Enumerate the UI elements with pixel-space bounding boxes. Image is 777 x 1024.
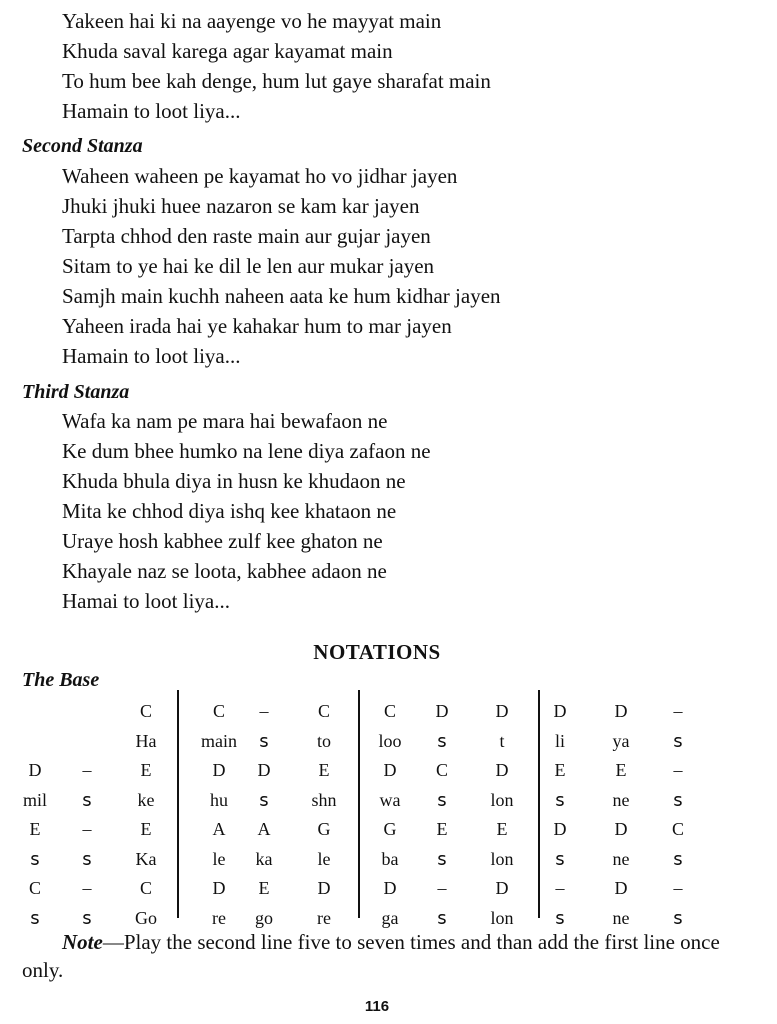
lyric-line: Waheen waheen pe kayamat ho vo jidhar jayen: [62, 164, 458, 188]
syllable-cell: main: [201, 730, 237, 751]
syllable-cell: mil: [22, 789, 48, 810]
lyric-line: Uraye hosh kabhee zulf kee ghaton ne: [62, 529, 383, 553]
note-cell: D: [28, 760, 42, 780]
syllable-cell: hu: [210, 789, 228, 810]
note-cell: D: [495, 878, 509, 898]
syllable-cell: t: [499, 730, 505, 751]
syllable-cell: lon: [490, 907, 514, 928]
note-cell: C: [435, 760, 449, 780]
syllable-cell: ꜱ: [259, 730, 269, 751]
syllable-cell: le: [317, 848, 331, 869]
note-cell: D: [495, 701, 509, 721]
syllable-cell: ne: [612, 907, 630, 928]
lyric-line: Mita ke chhod diya ishq kee khataon ne: [62, 499, 397, 523]
syllable-cell: lon: [490, 789, 514, 810]
note-cell: –: [673, 760, 683, 780]
syllable-cell: re: [212, 907, 226, 928]
syllable-cell: loo: [378, 730, 402, 751]
syllable-cell: ya: [612, 730, 630, 751]
note-label: Note: [62, 930, 103, 954]
syllable-cell: ꜱ: [82, 789, 92, 810]
note-cell: E: [140, 819, 152, 839]
lyric-line: Tarpta chhod den raste main aur gujar jayen: [62, 224, 431, 248]
note-cell: E: [140, 760, 152, 780]
note-paragraph: [22, 928, 752, 984]
note-cell: D: [614, 878, 628, 898]
second-stanza-heading: Second Stanza: [22, 135, 143, 157]
syllable-cell: Ha: [135, 730, 157, 751]
lyric-line: Hamain to loot liya...: [62, 99, 241, 123]
note-cell: E: [258, 878, 270, 898]
note-cell: D: [495, 760, 509, 780]
note-cell: D: [614, 701, 628, 721]
note-cell: C: [212, 701, 226, 721]
note-cell: –: [673, 878, 683, 898]
syllable-cell: ꜱ: [82, 907, 92, 928]
syllable-cell: ꜱ: [30, 907, 40, 928]
note-cell: D: [383, 878, 397, 898]
lyric-line: Yakeen hai ki na aayenge vo he mayyat main: [62, 9, 442, 33]
syllable-cell: ba: [381, 848, 399, 869]
note-cell: C: [28, 878, 42, 898]
syllable-cell: wa: [379, 789, 401, 810]
lyric-line: Wafa ka nam pe mara hai bewafaon ne: [62, 409, 388, 433]
note-cell: D: [614, 819, 628, 839]
syllable-cell: ꜱ: [673, 848, 683, 869]
note-cell: –: [82, 819, 92, 839]
note-cell: E: [554, 760, 566, 780]
syllable-cell: ꜱ: [673, 730, 683, 751]
note-cell: A: [257, 819, 271, 839]
syllable-cell: ꜱ: [437, 848, 447, 869]
lyric-line: Samjh main kuchh naheen aata ke hum kidhar jayen: [62, 284, 501, 308]
syllable-cell: Ka: [135, 848, 157, 869]
note-cell: C: [139, 878, 153, 898]
syllable-cell: ne: [612, 848, 630, 869]
syllable-cell: ga: [381, 907, 399, 928]
syllable-cell: ne: [612, 789, 630, 810]
syllable-cell: ꜱ: [555, 848, 565, 869]
syllable-cell: ꜱ: [673, 907, 683, 928]
syllable-cell: ꜱ: [437, 789, 447, 810]
syllable-cell: ꜱ: [437, 730, 447, 751]
note-cell: E: [615, 760, 627, 780]
syllable-cell: le: [212, 848, 226, 869]
note-cell: D: [212, 760, 226, 780]
note-cell: D: [257, 760, 271, 780]
notations-title: NOTATIONS: [313, 640, 441, 664]
note-cell: D: [553, 819, 567, 839]
bar-line: [177, 690, 179, 918]
lyric-line: Khayale naz se loota, kabhee adaon ne: [62, 559, 387, 583]
note-cell: C: [139, 701, 153, 721]
syllable-cell: lon: [490, 848, 514, 869]
note-cell: –: [82, 760, 92, 780]
note-cell: D: [383, 760, 397, 780]
note-cell: C: [671, 819, 685, 839]
note-cell: C: [317, 701, 331, 721]
lyric-line: Ke dum bhee humko na lene diya zafaon ne: [62, 439, 431, 463]
note-cell: E: [318, 760, 330, 780]
syllable-cell: to: [316, 730, 332, 751]
lyric-line: Jhuki jhuki huee nazaron se kam kar jayen: [62, 194, 420, 218]
note-cell: C: [383, 701, 397, 721]
note-cell: E: [436, 819, 448, 839]
syllable-cell: li: [554, 730, 566, 751]
note-cell: D: [435, 701, 449, 721]
lyric-line: Khuda saval karega agar kayamat main: [62, 39, 393, 63]
the-base-heading: The Base: [22, 669, 100, 691]
note-cell: –: [437, 878, 447, 898]
syllable-cell: ꜱ: [82, 848, 92, 869]
syllable-cell: Go: [135, 907, 157, 928]
bar-line: [538, 690, 540, 918]
syllable-cell: shn: [311, 789, 337, 810]
lyric-line: Khuda bhula diya in husn ke khudaon ne: [62, 469, 406, 493]
syllable-cell: ꜱ: [30, 848, 40, 869]
note-cell: –: [259, 701, 269, 721]
syllable-cell: ke: [137, 789, 155, 810]
syllable-cell: ꜱ: [259, 789, 269, 810]
note-text: —Play the second line five to seven times and than add the first line once only.: [22, 930, 720, 982]
syllable-cell: ꜱ: [555, 789, 565, 810]
syllable-cell: go: [255, 907, 273, 928]
lyric-line: Yaheen irada hai ye kahakar hum to mar jayen: [62, 314, 452, 338]
note-cell: E: [496, 819, 508, 839]
note-cell: A: [212, 819, 226, 839]
syllable-cell: ka: [255, 848, 273, 869]
page-number: 116: [364, 998, 390, 1015]
syllable-cell: re: [317, 907, 331, 928]
note-cell: D: [553, 701, 567, 721]
syllable-cell: ꜱ: [437, 907, 447, 928]
syllable-cell: ꜱ: [673, 789, 683, 810]
note-cell: E: [29, 819, 41, 839]
lyric-line: Sitam to ye hai ke dil le len aur mukar jayen: [62, 254, 435, 278]
note-cell: –: [555, 878, 565, 898]
note-cell: D: [317, 878, 331, 898]
note-cell: –: [673, 701, 683, 721]
note-cell: D: [212, 878, 226, 898]
note-cell: G: [383, 819, 397, 839]
note-cell: G: [317, 819, 331, 839]
lyric-line: Hamai to loot liya...: [62, 589, 230, 613]
lyric-line: Hamain to loot liya...: [62, 344, 241, 368]
syllable-cell: ꜱ: [555, 907, 565, 928]
lyric-line: To hum bee kah denge, hum lut gaye sharafat main: [62, 69, 491, 93]
third-stanza-heading: Third Stanza: [22, 381, 130, 403]
note-cell: –: [82, 878, 92, 898]
bar-line: [358, 690, 360, 918]
